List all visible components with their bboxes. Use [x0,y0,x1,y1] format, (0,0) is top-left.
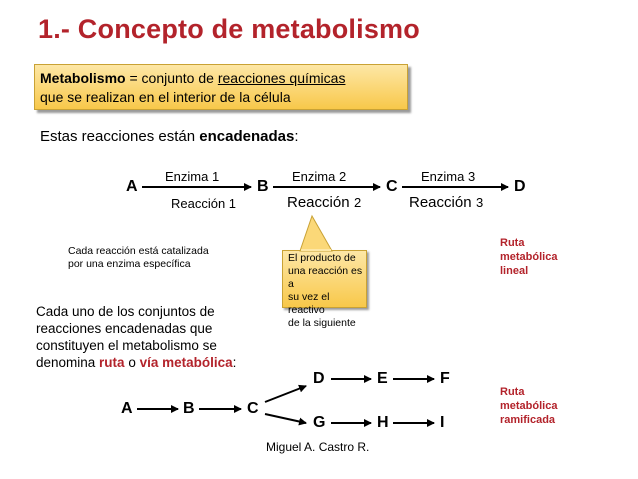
linear-node-c: C [386,178,398,195]
definition-line-2: que se realizan en el interior de la célula [40,89,291,105]
callout-line-2: una reacción es a [288,265,363,290]
route-colon: : [232,355,237,370]
route-line-1: Cada uno de los conjuntos de [36,304,215,319]
route-line-2: reacciones encadenadas que [36,321,213,336]
page-title: 1.- Concepto de metabolismo [38,14,420,44]
arrow-branch-c-d [265,386,306,402]
author-credit: Miguel A. Castro R. [266,440,370,454]
side-branched-line-3: ramificada [500,414,556,426]
branched-node-e: E [377,370,388,387]
enzyme-label-3: Enzima 3 [421,169,476,184]
route-o: o [124,355,140,370]
definition-eq: = conjunto de [125,70,218,86]
branched-node-a: A [121,400,133,417]
side-branched-line-2: metabólica [500,400,558,412]
route-line-4-pre: denomina [36,355,100,370]
linear-node-a: A [126,178,138,195]
branched-node-f: F [440,370,450,387]
reaction-label-2-text: Reacción [287,194,350,211]
linear-node-d: D [514,178,526,195]
branched-node-c: C [247,400,259,417]
chain-intro-pre: Estas reacciones están [40,128,200,145]
definition-link: reacciones químicas [217,70,346,86]
side-branched-line-1: Ruta [500,386,525,398]
branched-node-i: I [440,414,445,431]
route-term-ruta: ruta [99,355,125,370]
linear-node-b: B [257,178,269,195]
reaction-label-3-num: 3 [476,195,484,210]
callout-line-4: de la siguiente [288,317,356,329]
enzyme-note-line-1: Cada reacción está catalizada [68,245,209,257]
branched-node-h: H [377,414,389,431]
enzyme-note-line-2: por una enzima específica [68,258,191,270]
side-linear-line-1: Ruta [500,237,525,249]
definition-term: Metabolismo [40,70,126,86]
branched-node-g: G [313,414,326,431]
branched-node-b: B [183,400,195,417]
callout-pointer [300,216,332,251]
enzyme-label-2: Enzima 2 [292,169,347,184]
chain-intro-post: : [294,128,299,145]
side-linear-line-3: lineal [500,265,529,277]
route-line-3: constituyen el metabolismo se [36,338,217,353]
side-linear-line-2: metabólica [500,251,558,263]
reaction-label-3-text: Reacción [409,194,472,211]
branched-node-d: D [313,370,325,387]
arrow-branch-c-g [265,414,306,423]
chain-intro-bold: encadenadas [199,128,295,145]
enzyme-label-1: Enzima 1 [165,169,220,184]
reaction-label-1: Reacción 1 [171,196,237,211]
callout-line-3: su vez el reactivo [288,291,330,316]
route-term-via: vía metabólica [139,355,233,370]
callout-line-1: El producto de [288,252,356,264]
reaction-label-2-num: 2 [354,195,362,210]
